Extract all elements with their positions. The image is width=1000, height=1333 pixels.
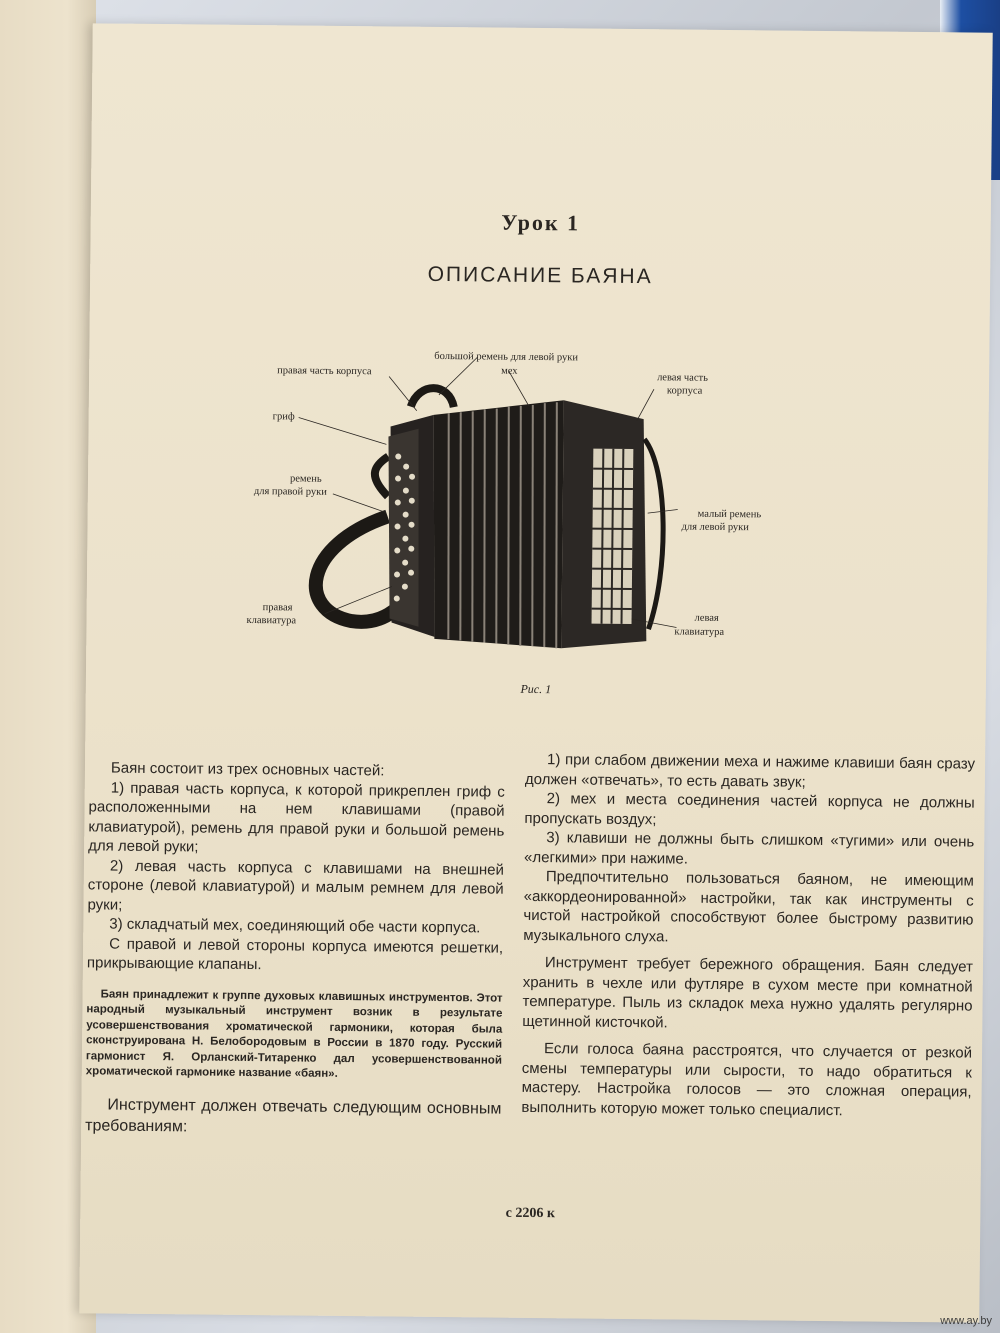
label-right-keyboard-1: правая [262,602,293,614]
book-page [79,23,992,1322]
left-para-0: Баян состоит из трех основных частей: [110,759,385,780]
right-para-5: Если голоса баяна расстроятся, что случается от резкой смены температуры или сырости, то надо обратиться к мастеру. Настройка голосов — это сложная операция, выполнить которую может только специалист. [521,1040,973,1119]
left-para-4: С правой и левой стороны корпуса имеются решетки, прикрывающие клапаны. [86,935,504,974]
label-right-strap-1: ремень [289,473,322,485]
label-right-keyboard-2: клавиатура [246,614,297,627]
right-para-4: Инструмент требует бережного обращения. Баян следует хранить в чехле или футляре в сухом месте при комнатной температуре. Пыль из складок меха нужно удалять регулярно щетинной кисточкой. [522,954,974,1031]
label-right-body: правая часть корпуса [277,365,372,378]
label-neck: гриф [272,411,295,423]
left-para-3: 3) складчатый мех, соединяющий обе части корпуса. [109,915,481,937]
right-column [521,750,975,1122]
right-para-2: 3) клавиши не должны быть слишком «тугими» или очень «легкими» при нажиме. [523,829,975,868]
label-right-strap-2: для правой руки [253,486,327,498]
right-para-1: 2) мех и места соединения частей корпуса не должны пропускать воздух; [524,790,975,828]
right-para-0: 1) при слабом движении меха и нажиме клавиши баян сразу должен «отвечать», то есть давать звук; [524,751,976,791]
page-heading: ОПИСАНИЕ БАЯНА [427,262,653,289]
bayan-illustration [85,23,992,732]
label-left-body-2: корпуса [666,385,703,397]
bayan-figure [85,23,992,732]
right-para-3: Предпочтительно пользоваться баяном, не имеющим «аккордеонированной» настройки, так как инструменты с чистой настройкой способствуют более быстрому развитию музыкального слуха. [523,868,974,945]
left-final-para: Инструмент должен отвечать следующим основным требованиям: [85,1096,502,1135]
label-left-body-1: левая часть [657,372,708,384]
figure-caption: Рис. 1 [520,681,552,697]
label-small-strap-1: малый ремень [697,508,762,521]
label-small-strap-2: для левой руки [681,521,749,534]
left-para-1: 1) правая часть корпуса, к которой прикреплен гриф с расположенными на нем клавишами (правой клавиатурой), ремень для правой руки и большой ремень для левой руки; [88,779,505,856]
left-column [85,758,505,1140]
label-big-strap: большой ремень для левой руки [434,350,579,364]
history-note: Баян принадлежит к группе духовых клавишных инструментов. Этот народный музыкальный инструмент возник в результате усовершенствования хроматической гармоники, которая была сконструирована Н. Белобородовым в России в 1870 году. Русский гармонист Я. Орланский-Титаренко дал усовершенствованной хроматической гармонике название «баян». [85,987,503,1080]
site-watermark: www.ay.by [940,1315,992,1327]
label-left-keyboard-2: клавиатура [674,626,725,638]
left-para-2: 2) левая часть корпуса с клавишами на внешней стороне (левой клавиатурой) и малым ремнем для левой руки; [87,857,505,914]
label-left-keyboard-1: левая [694,612,719,624]
lesson-title: Урок 1 [501,209,581,236]
page-number: с 2206 к [505,1205,556,1222]
label-bellows: мех [501,365,518,377]
